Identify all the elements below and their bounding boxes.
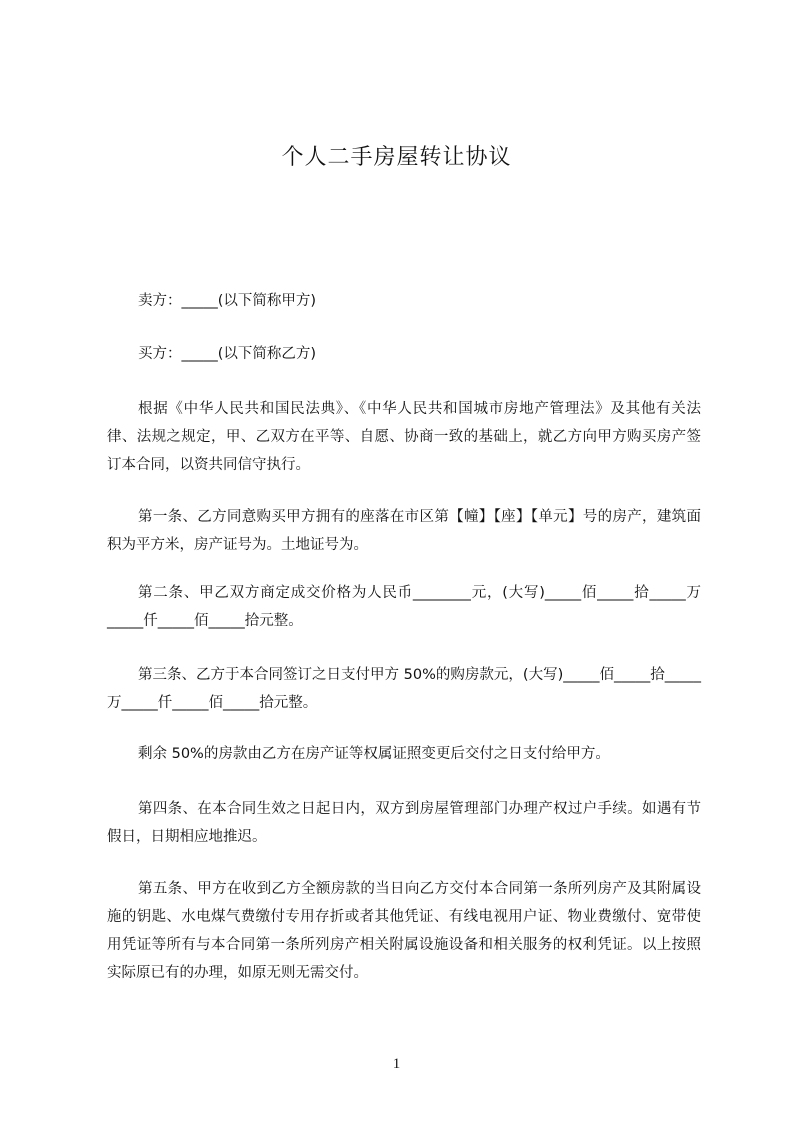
article-2-paragraph: 第二条、甲乙双方商定成交价格为人民币________元，(大写)_____佰_____拾_____万_____仟_____佰_____拾元整。 [107,585,701,629]
buyer-line: 买方：_____(以下简称乙方) [138,346,317,362]
page-title: 个人二手房屋转让协议 [281,145,512,170]
article-1-paragraph: 第一条、乙方同意购买甲方拥有的座落在市区第【幢】【座】【单元】号的房产，建筑面积为平方米，房产证号为。土地证号为。 [107,509,701,553]
page-number: 1 [392,1056,401,1072]
article-4-paragraph: 第四条、在本合同生效之日起日内，双方到房屋管理部门办理产权过户手续。如遇有节假日，日期相应地推迟。 [107,801,701,845]
article-5-paragraph: 第五条、甲方在收到乙方全额房款的当日向乙方交付本合同第一条所列房产及其附属设施的钥匙、水电煤气费缴付专用存折或者其他凭证、有线电视用户证、物业费缴付、宽带使用凭证等所有与本合同第一条所列房产相关附属设施设备和相关服务的权利凭证。以上按照实际原已有的办理，如原无则无需交付。 [107,881,701,981]
seller-line: 卖方：_____(以下简称甲方) [138,293,317,309]
preamble-paragraph: 根据《中华人民共和国民法典》、《中华人民共和国城市房地产管理法》及其他有关法律、法规之规定，甲、乙双方在平等、自愿、协商一致的基础上，就乙方向甲方购买房产签订本合同，以资共同信守执行。 [107,401,701,473]
remaining-payment-paragraph: 剩余 50%的房款由乙方在房产证等权属证照变更后交付之日支付给甲方。 [138,746,610,762]
article-3-paragraph: 第三条、乙方于本合同签订之日支付甲方 50%的购房款元，(大写)_____佰_____拾_____万_____仟_____佰_____拾元整。 [107,667,701,711]
